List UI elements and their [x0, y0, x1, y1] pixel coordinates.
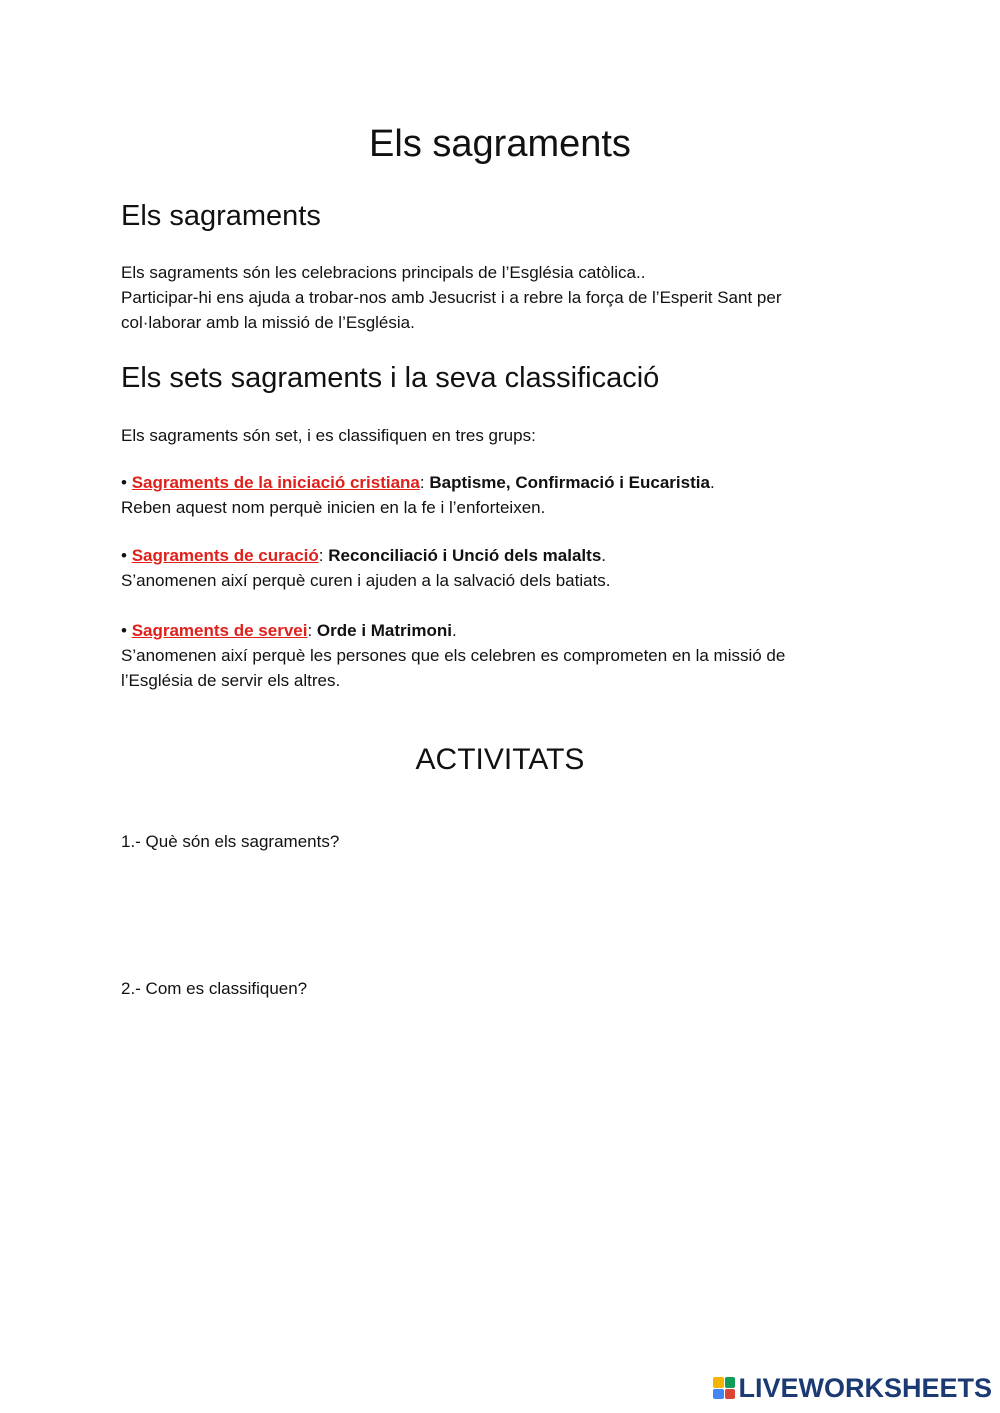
group-name-link[interactable]: Sagraments de curació: [131, 546, 319, 565]
page-title: Els sagraments: [369, 123, 631, 165]
intro-line: Participar-hi ens ajuda a trobar-nos amb Jesucrist i a rebre la força de l’Esperit Sant per: [121, 288, 782, 307]
group-description: S’anomenen així perquè curen i ajuden a la salvació dels batiats.: [121, 571, 611, 590]
group-description: Reben aquest nom perquè inicien en la fe i l’enforteixen.: [121, 498, 546, 517]
logo-text: LIVEWORKSHEETS: [738, 1372, 992, 1403]
logo-tile: [713, 1377, 724, 1388]
bullet: •: [121, 473, 127, 492]
liveworksheets-logo: [713, 1373, 992, 1403]
group-members: Reconciliació i Unció dels malalts: [328, 546, 602, 565]
intro-paragraph: [121, 260, 861, 335]
bullet: •: [121, 621, 127, 640]
intro-heading: Els sagraments: [121, 200, 321, 232]
group-name-link[interactable]: Sagraments de la iniciació cristiana: [131, 473, 420, 492]
logo-tiles-icon: [713, 1377, 735, 1399]
group-members: Orde i Matrimoni: [316, 621, 452, 640]
question-1: 1.- Què són els sagraments?: [121, 832, 340, 851]
group-description: l’Església de servir els altres.: [121, 671, 341, 690]
classification-lead: Els sagraments són set, i es classifiquen en tres grups:: [121, 426, 536, 445]
activities-heading: ACTIVITATS: [415, 743, 585, 776]
logo-tile: [725, 1389, 736, 1400]
logo-tile: [725, 1377, 736, 1388]
group-name-link[interactable]: Sagraments de servei: [131, 621, 308, 640]
question-2: 2.- Com es classifiquen?: [121, 979, 308, 998]
classification-heading: Els sets sagraments i la seva classificació: [121, 362, 660, 394]
group-members: Baptisme, Confirmació i Eucaristia: [429, 473, 710, 492]
bullet: •: [121, 546, 127, 565]
group-description: S’anomenen així perquè les persones que els celebren es comprometen en la missió de: [121, 646, 786, 665]
intro-line: col·laborar amb la missió de l’Església.: [121, 313, 415, 332]
logo-tile: [713, 1389, 724, 1400]
group-curacio: • Sagraments de curació: Reconciliació i Unció dels malalts. S’anomenen així perquè curen i ajuden a la salvació dels batiats.: [121, 543, 861, 593]
group-servei: • Sagraments de servei: Orde i Matrimoni. S’anomenen així perquè les persones que els celebren es comprometen en la missió de l’Església de servir els altres.: [121, 618, 861, 693]
intro-line: Els sagraments són les celebracions principals de l’Església catòlica..: [121, 263, 646, 282]
group-iniciacio: • Sagraments de la iniciació cristiana: Baptisme, Confirmació i Eucaristia. Reben aquest nom perquè inicien en la fe i l’enforteixen.: [121, 470, 861, 520]
